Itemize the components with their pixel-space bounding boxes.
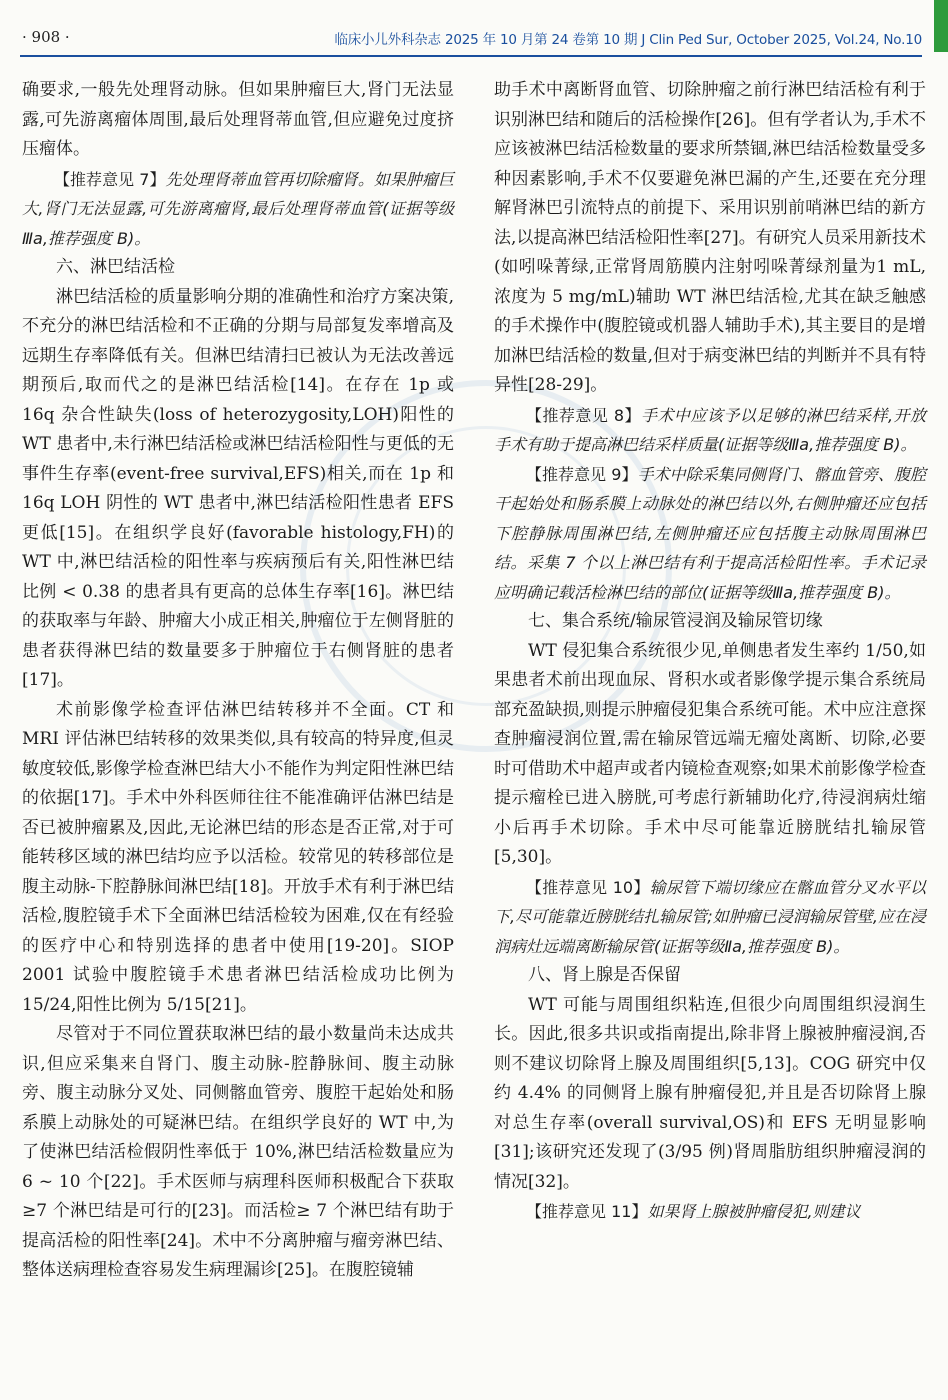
header-rule — [20, 55, 922, 57]
recommendation-title: 【推荐意见 7】 — [54, 169, 166, 189]
section-heading: 八、肾上腺是否保留 — [528, 965, 681, 985]
recommendation-title: 【推荐意见 8】 — [526, 405, 641, 425]
section-heading: 六、淋巴结活检 — [56, 257, 175, 277]
recommendation-text: 手术中应该予以足够的淋巴结采样,开放手术有助于提高淋巴结采样质量(证据等级Ⅲa,推荐强度 B)。 — [494, 405, 926, 454]
recommendation-title: 【推荐意见 9】 — [526, 464, 638, 484]
recommendation-text: 先处理肾蒂血管再切除瘤肾。如果肿瘤巨大,肾门无法显露,可先游离瘤肾,最后处理肾蒂血管(证据等级Ⅲa,推荐强度 B)。 — [22, 169, 454, 248]
body-paragraph: 确要求,一般先处理肾动脉。但如果肿瘤巨大,肾门无法显露,可先游离瘤体周围,最后处理肾蒂血管,但应避免过度挤压瘤体。 — [22, 80, 454, 159]
body-paragraph: WT 可能与周围组织粘连,但很少向周围组织浸润生长。因此,很多共识或指南提出,除非肾上腺被肿瘤浸润,否则不建议切除肾上腺及周围组织[5,13]。COG 研究中仅约 4.4% 的同侧肾上腺有肿瘤侵犯,并且是否切除肾上腺对总生存率(overall survival,OS)和 EFS 无明显影响[31];该研究还发现了(3/95 例)肾周脂肪组织肿瘤浸润的情况[32]。 — [494, 994, 926, 1192]
edge-color-bar — [934, 0, 948, 52]
recommendation-paragraph — [494, 1197, 926, 1227]
left-column — [22, 76, 454, 1286]
body-paragraph: 尽管对于不同位置获取淋巴结的最小数量尚未达成共识,但应采集来自肾门、腹主动脉-腔静脉间、腹主动脉旁、腹主动脉分叉处、同侧髂血管旁、腹腔干起始处和肠系膜上动脉处的可疑淋巴结。在组织学良好的 WT 中,为了使淋巴结活检假阴性率低于 10%,淋巴结活检数量应为 6 ~ 10 个[22]。手术医师与病理科医师积极配合下获取≥7 个淋巴结是可行的[23]。而活检≥ 7 个淋巴结有助于提高活检的阳性率[24]。术中不分离肿瘤与瘤旁淋巴结、整体送病理检查容易发生病理漏诊[25]。在腹腔镜辅 — [22, 1024, 454, 1280]
recommendation-title: 【推荐意见 11】 — [526, 1202, 648, 1221]
recommendation-text: 手术中除采集同侧肾门、髂血管旁、腹腔干起始处和肠系膜上动脉处的淋巴结以外,右侧肿瘤还应包括下腔静脉周围淋巴结,左侧肿瘤还应包括腹主动脉周围淋巴结。采集 7 个以上淋巴结有利于提高活检阳性率。手术记录应明确记载活检淋巴结的部位(证据等级Ⅲa,推荐强度 B)。 — [494, 464, 926, 602]
recommendation-paragraph — [494, 873, 926, 962]
recommendation-text: 输尿管下端切缘应在髂血管分叉水平以下,尽可能靠近膀胱结扎输尿管;如肿瘤已浸润输尿管壁,应在浸润病灶远端离断输尿管(证据等级Ⅱa,推荐强度 B)。 — [494, 877, 926, 956]
page-number: · 908 · — [22, 28, 70, 46]
recommendation-paragraph — [22, 165, 454, 254]
recommendation-paragraph — [494, 460, 926, 608]
body-paragraph: 淋巴结活检的质量影响分期的准确性和治疗方案决策,不充分的淋巴结活检和不正确的分期与局部复发率增高及远期生存率降低有关。但淋巴结清扫已被认为无法改善远期预后,取而代之的是淋巴结活检[14]。在存在 1p 或 16q 杂合性缺失(loss of heterozygosity,LOH)阳性的 WT 患者中,未行淋巴结活检或淋巴结活检阳性与更低的无事件生存率(event-free survival,EFS)相关,而在 1p 和 16q LOH 阴性的 WT 患者中,淋巴结活检阳性患者 EFS 更低[15]。在组织学良好(favorable histology,FH)的 WT 中,淋巴结活检的阳性率与疾病预后有关,阳性淋巴结比例 < 0.38 的患者具有更高的总体生存率[16]。淋巴结的获取率与年龄、肿瘤大小成正相关,肿瘤位于左侧肾脏的患者获得淋巴结的数量要多于肿瘤位于右侧肾脏的患者[17]。 — [22, 286, 454, 690]
section-heading: 七、集合系统/输尿管浸润及输尿管切缘 — [528, 611, 823, 631]
page-header — [0, 0, 948, 74]
right-column — [494, 76, 926, 1227]
journal-title: 临床小儿外科杂志 2025 年 10 月第 24 卷第 10 期 J Clin Ped Sur, October 2025, Vol.24, No.10 — [334, 32, 922, 48]
recommendation-title: 【推荐意见 10】 — [526, 877, 650, 897]
body-paragraph: 助手术中离断肾血管、切除肿瘤之前行淋巴结活检有利于识别淋巴结和随后的活检操作[26]。但有学者认为,手术不应该被淋巴结活检数量的要求所禁锢,淋巴结活检数量受多种因素影响,手术不仅要避免淋巴漏的产生,还要在充分理解肾淋巴引流特点的前提下、采用识别前哨淋巴结的新方法,以提高淋巴结活检阳性率[27]。有研究人员采用新技术(如吲哚菁绿,正常肾周筋膜内注射吲哚菁绿剂量为1 mL,浓度为 5 mg/mL)辅助 WT 淋巴结活检,尤其在缺乏触感的手术操作中(腹腔镜或机器人辅助手术),其主要目的是增加淋巴结活检的数量,但对于病变淋巴结的判断并不具有特异性[28-29]。 — [494, 80, 926, 395]
body-paragraph: WT 侵犯集合系统很少见,单侧患者发生率约 1/50,如果患者术前出现血尿、肾积水或者影像学提示集合系统局部充盈缺损,则提示肿瘤侵犯集合系统可能。术中应注意探查肿瘤浸润位置,需在输尿管远端无瘤处离断、切除,必要时可借助术中超声或者内镜检查观察;如果术前影像学检查提示瘤栓已进入膀胱,可考虑行新辅助化疗,待浸润病灶缩小后再手术切除。手术中尽可能靠近膀胱结扎输尿管[5,30]。 — [494, 640, 926, 867]
recommendation-text: 如果肾上腺被肿瘤侵犯,则建议 — [647, 1202, 861, 1221]
body-paragraph: 术前影像学检查评估淋巴结转移并不全面。CT 和 MRI 评估淋巴结转移的效果类似,具有较高的特异度,但灵敏度较低,影像学检查淋巴结大小不能作为判定阳性淋巴结的依据[17]。手术中外科医师往往不能准确评估淋巴结是否已被肿瘤累及,因此,无论淋巴结的形态是否正常,对于可能转移区域的淋巴结均应予以活检。较常见的转移部位是腹主动脉-下腔静脉间淋巴结[18]。开放手术有利于淋巴结活检,腹腔镜手术下全面淋巴结活检较为困难,仅在有经验的医疗中心和特别选择的患者中使用[19-20]。SIOP 2001 试验中腹腔镜手术患者淋巴结活检成功比例为 15/24,阳性比例为 5/15[21]。 — [22, 699, 454, 1015]
recommendation-paragraph — [494, 401, 926, 460]
